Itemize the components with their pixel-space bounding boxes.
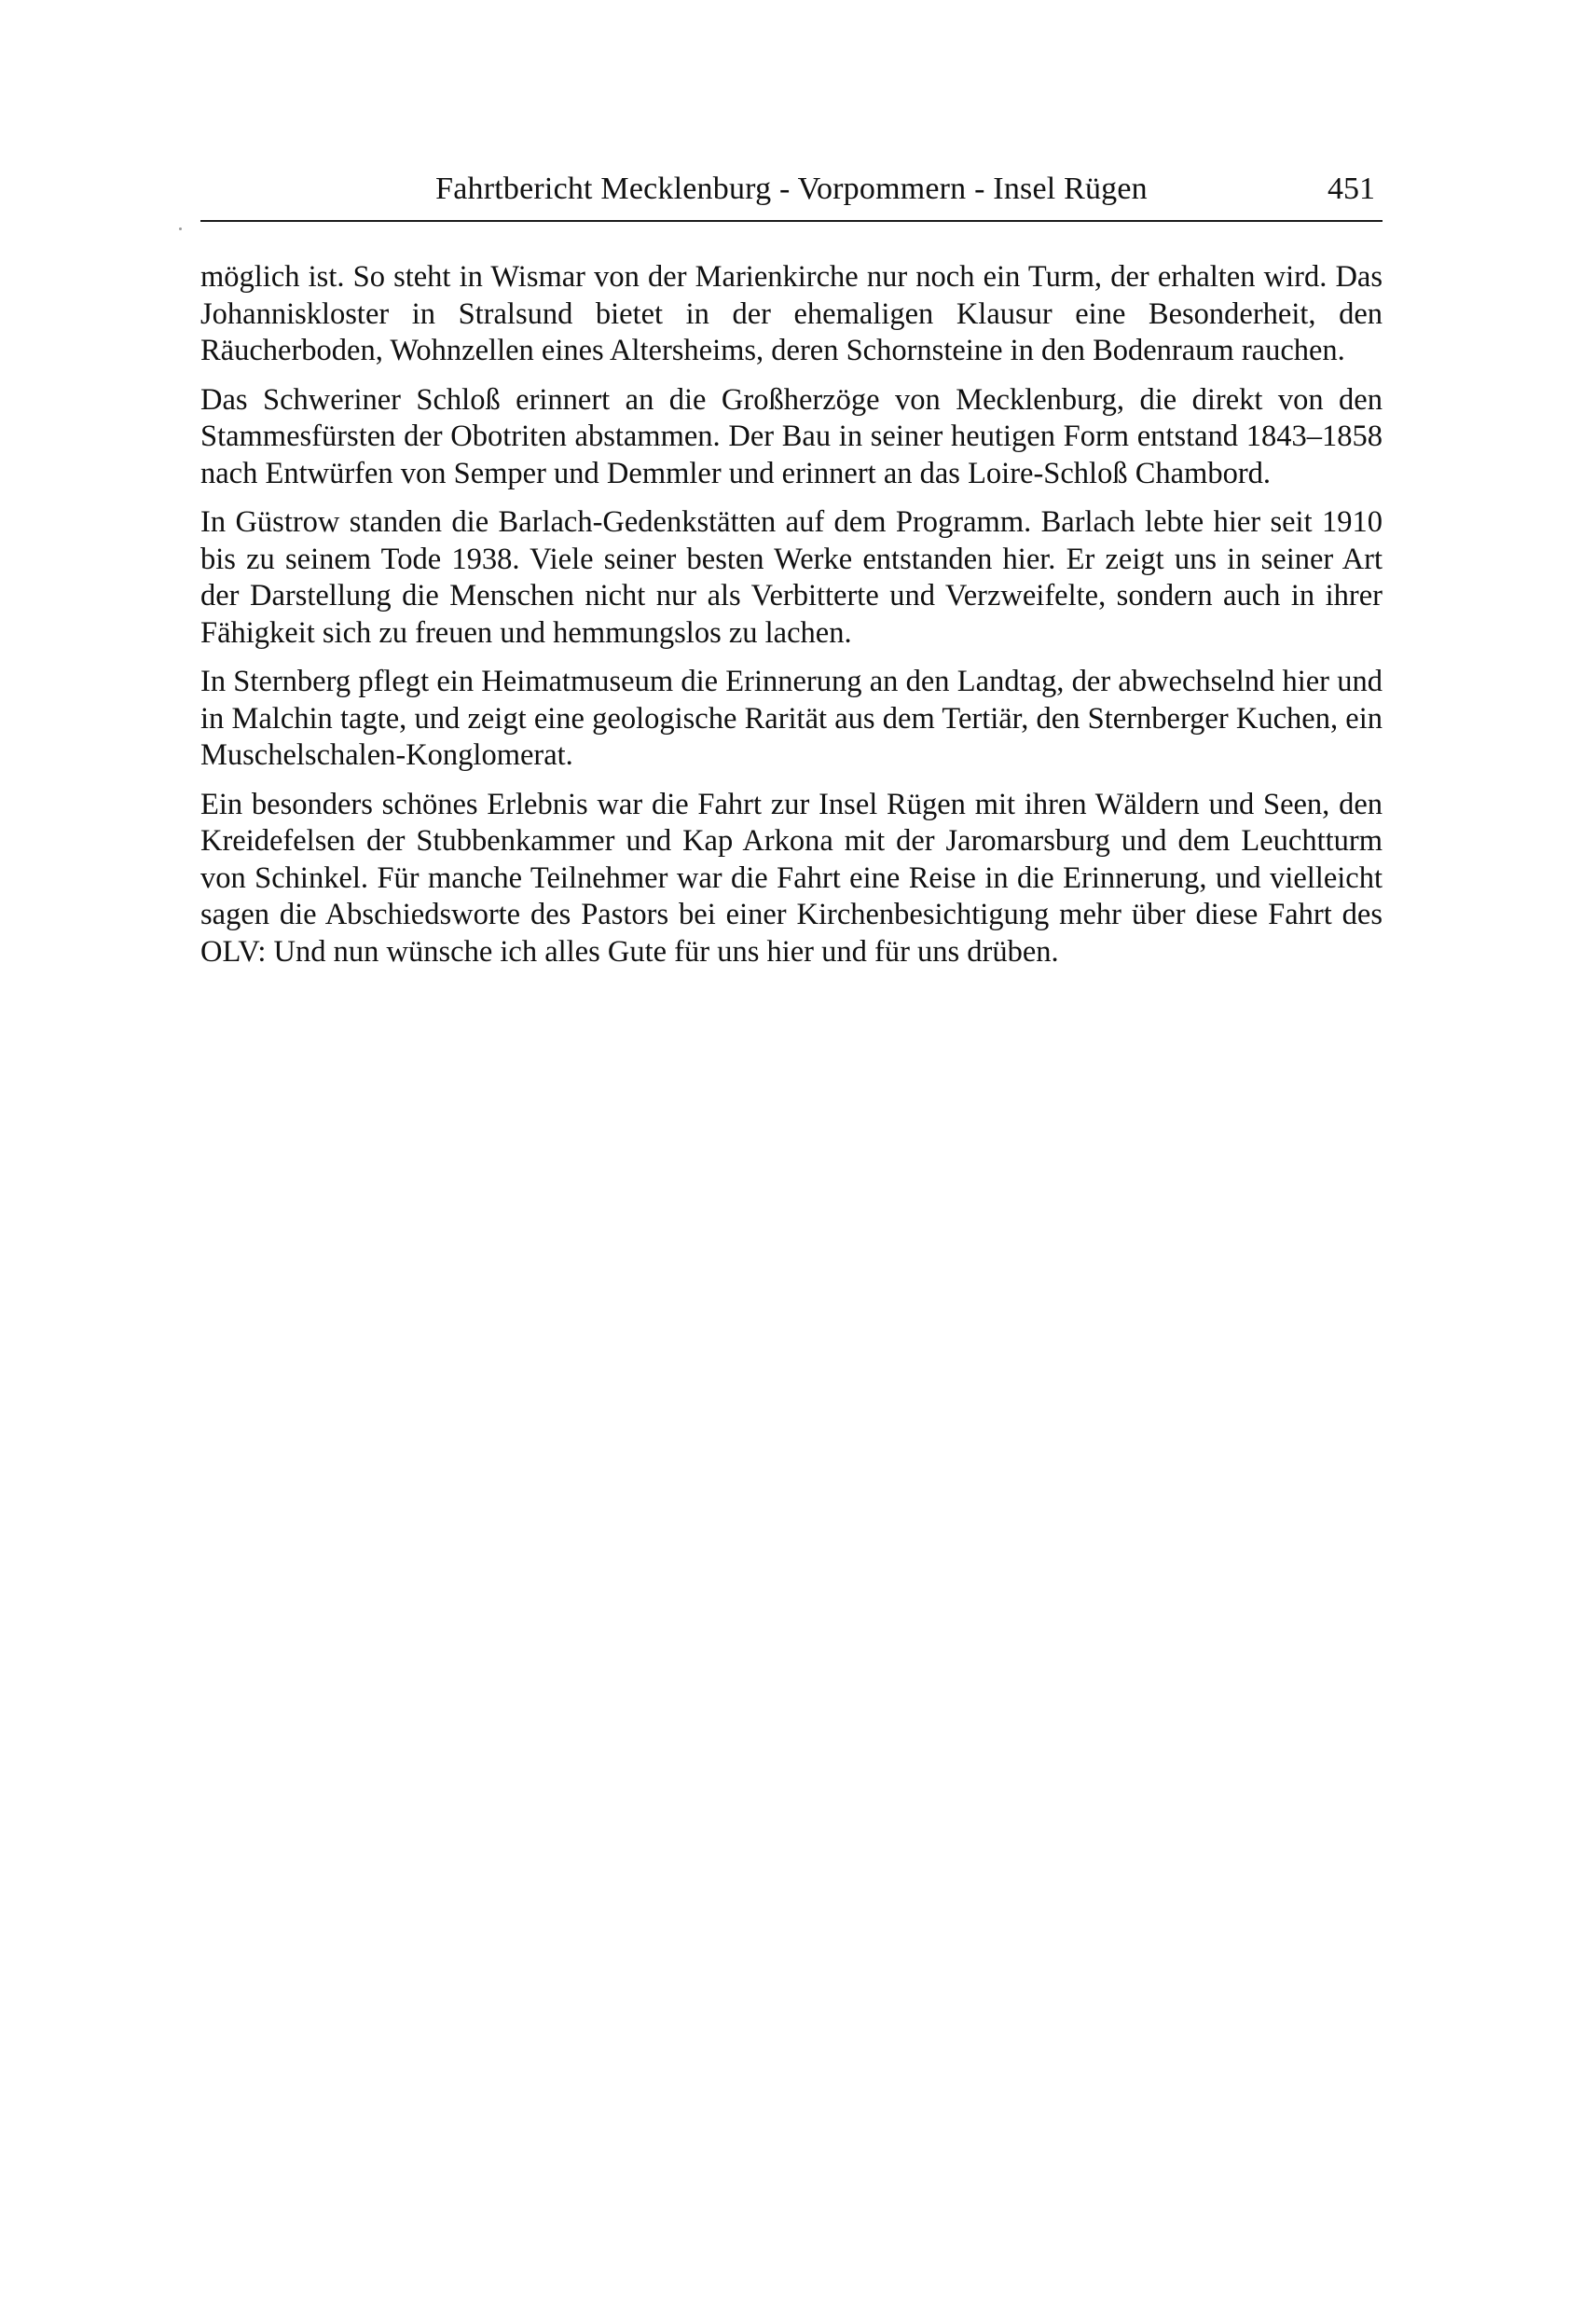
- paragraph-sternberg: In Sternberg pflegt ein Heimatmuseum die Erinnerung an den Landtag, der abwechselnd hier und in Malchin tagte, und zeigt eine geologische Rarität aus dem Tertiär, den Sternberger Kuchen, ein Muschelschalen-Konglomerat.: [200, 665, 1383, 772]
- paragraph-guestrow: In Güstrow standen die Barlach-Gedenkstätten auf dem Programm. Barlach lebte hier seit 1910 bis zu seinem Tode 1938. Viele seiner besten Werke entstanden hier. Er zeigt uns in seiner Art der Darstellung die Menschen nicht nur als Verbitterte und Verzweifelte, sondern auch in ihrer Fähigkeit sich zu freuen und hemmungslos zu lachen.: [200, 505, 1383, 650]
- header-title: Fahrtbericht Mecklenburg - Vorpommern - Insel Rügen: [435, 172, 1148, 206]
- body-text: [200, 259, 1383, 983]
- paragraph-wismar-stralsund: möglich ist. So steht in Wismar von der Marienkirche nur noch ein Turm, der erhalten wird. Das Johanniskloster in Stralsund bietet in der ehemaligen Klausur eine Besonderheit, den Räucherboden, Wohnzellen eines Altersheims, deren Schornsteine in den Bodenraum rauchen.: [200, 260, 1383, 367]
- header-rule: [200, 220, 1383, 222]
- page-number: 451: [1328, 172, 1375, 206]
- scan-mark: [179, 227, 182, 230]
- paragraph-schwerin: Das Schweriner Schloß erinnert an die Großherzöge von Mecklenburg, die direkt von den Stammesfürsten der Obotriten abstammen. Der Bau in seiner heutigen Form entstand 1843–1858 nach Entwürfen von Semper und Demmler und erinnert an das Loire-Schloß Chambord.: [200, 382, 1383, 490]
- running-header: [200, 166, 1383, 213]
- paragraph-ruegen: Ein besonders schönes Erlebnis war die Fahrt zur Insel Rügen mit ihren Wäldern und Seen, den Kreidefelsen der Stubbenkammer und Kap Arkona mit der Jaromarsburg und dem Leuchtturm von Schinkel. Für manche Teilnehmer war die Fahrt eine Reise in die Erinnerung, und vielleicht sagen die Abschiedsworte des Pastors bei einer Kirchenbesichtigung mehr über diese Fahrt des OLV: Und nun wünsche ich alles Gute für uns hier und für uns drüben.: [200, 787, 1383, 969]
